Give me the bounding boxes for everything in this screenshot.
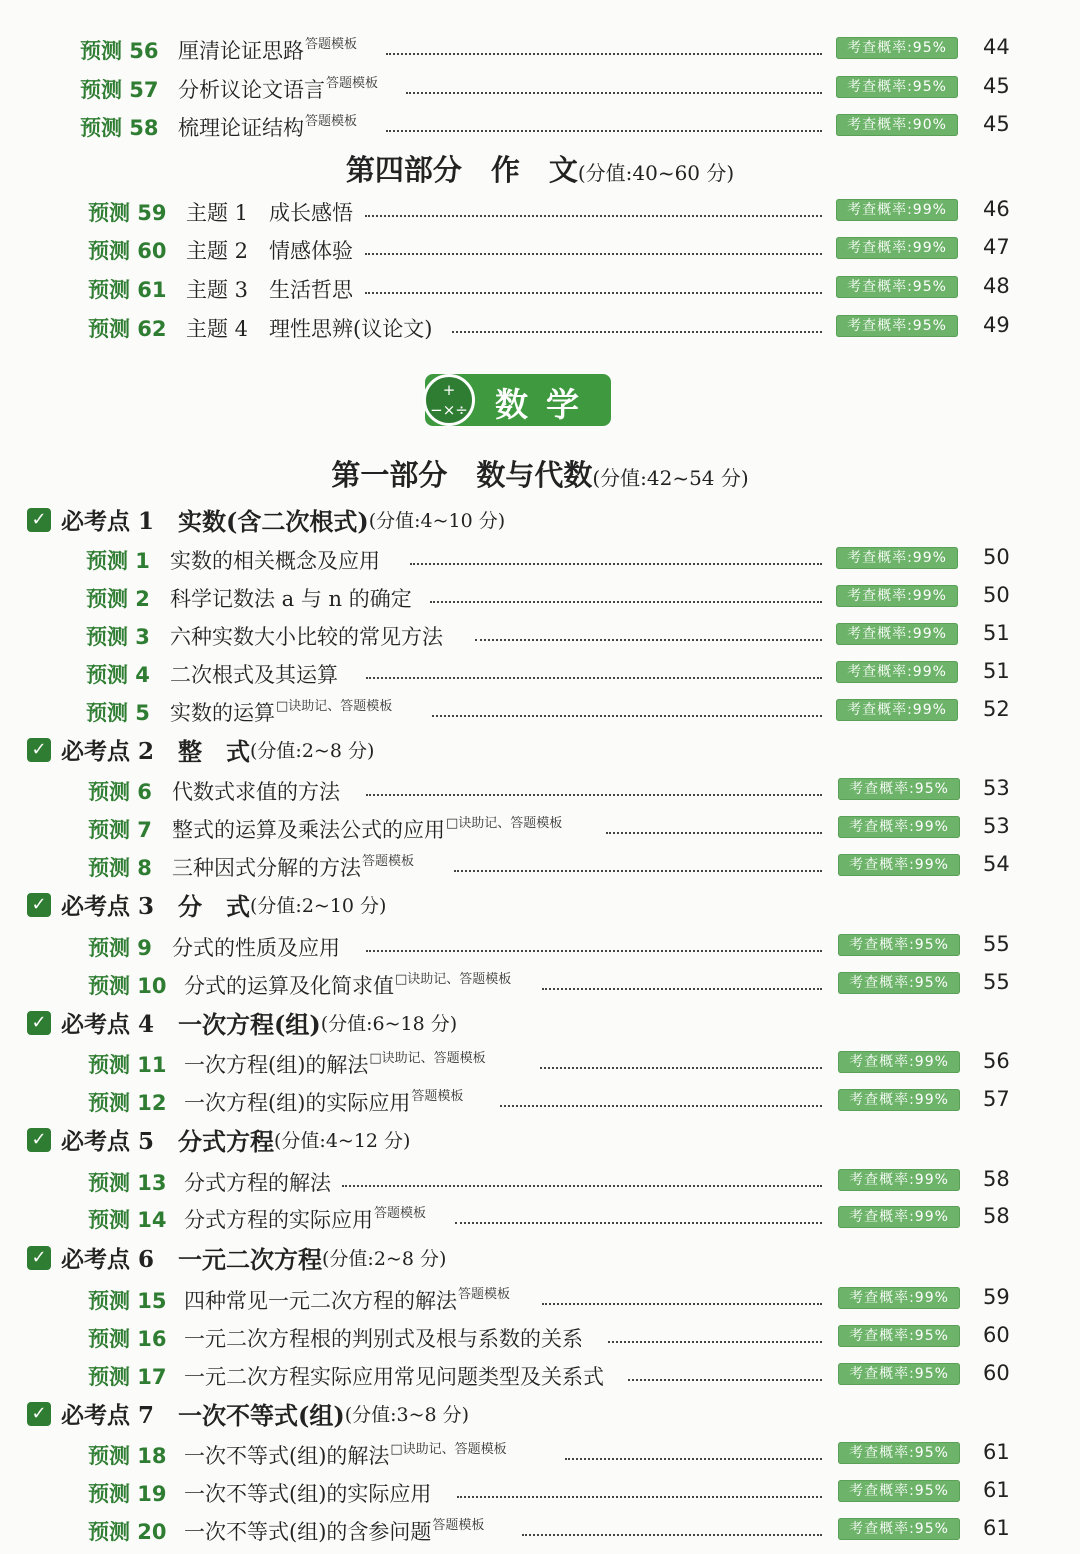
leader-dots <box>455 1208 822 1224</box>
page-number: 58 <box>983 1204 1010 1228</box>
prediction-code: 预测 17 <box>88 1365 167 1389</box>
leader-dots <box>457 1482 822 1498</box>
probability-badge: 考查概率:99% <box>836 547 958 569</box>
entry-title: 六种实数大小比较的常见方法 <box>170 625 443 649</box>
page-number: 57 <box>983 1087 1010 1111</box>
probability-badge: 考查概率:99% <box>836 585 958 607</box>
page-number: 55 <box>983 970 1010 994</box>
prediction-code: 预测 9 <box>88 936 152 960</box>
leader-dots <box>565 1444 822 1460</box>
probability-badge: 考查概率:99% <box>836 661 958 683</box>
probability-badge: 考查概率:95% <box>836 76 958 98</box>
subject-title: 数学 <box>495 385 597 424</box>
leader-dots <box>542 1289 822 1305</box>
prediction-code: 预测 57 <box>80 78 159 102</box>
checkbox-icon: ✓ <box>27 1011 51 1035</box>
checkbox-icon: ✓ <box>27 1128 51 1152</box>
entry-title: 主题 3 生活哲思 <box>186 278 354 302</box>
leader-dots <box>542 974 822 990</box>
prediction-code: 预测 12 <box>88 1091 167 1115</box>
template-tag: □诀助记、答题模板 <box>390 1442 507 1457</box>
probability-badge: 考查概率:95% <box>838 1442 960 1464</box>
toc-row[interactable] <box>0 108 1080 142</box>
leader-dots <box>608 1327 822 1343</box>
key-point-header: ✓ 必考点 6 一元二次方程(分值:2~8 分) <box>27 1240 446 1276</box>
toc-row[interactable] <box>0 810 1080 844</box>
leader-dots <box>540 1053 822 1069</box>
checkbox-icon: ✓ <box>27 508 51 532</box>
template-tag: 答题模板 <box>432 1518 485 1533</box>
leader-dots <box>522 1520 822 1536</box>
probability-badge: 考查概率:95% <box>838 972 960 994</box>
checkbox-icon: ✓ <box>27 1246 51 1270</box>
probability-badge: 考查概率:95% <box>836 276 958 298</box>
toc-row[interactable] <box>0 1281 1080 1315</box>
checkbox-icon: ✓ <box>27 893 51 917</box>
toc-row[interactable] <box>0 1083 1080 1117</box>
toc-row[interactable] <box>0 617 1080 651</box>
leader-dots <box>365 201 822 217</box>
leader-dots <box>500 1091 822 1107</box>
prediction-code: 预测 7 <box>88 818 152 842</box>
template-tag: 答题模板 <box>305 37 358 52</box>
prediction-code: 预测 3 <box>86 625 150 649</box>
prediction-code: 预测 8 <box>88 856 152 880</box>
entry-title: 分析议论文语言$^{答题模板}$ <box>178 76 379 102</box>
key-point-header: ✓ 必考点 5 分式方程(分值:4~12 分) <box>27 1122 410 1158</box>
leader-dots <box>410 549 822 565</box>
toc-row[interactable] <box>0 231 1080 265</box>
toc-row[interactable] <box>0 928 1080 962</box>
entry-title: 一次不等式(组)的解法$^{□诀助记、答题模板}$ <box>184 1442 507 1468</box>
probability-badge: 考查概率:95% <box>838 934 960 956</box>
prediction-code: 预测 6 <box>88 780 152 804</box>
probability-badge: 考查概率:95% <box>836 315 958 337</box>
page-number: 61 <box>983 1516 1010 1540</box>
prediction-code: 预测 2 <box>86 587 150 611</box>
page-number: 59 <box>983 1285 1010 1309</box>
entry-title: 一次方程(组)的实际应用$^{答题模板}$ <box>184 1089 464 1115</box>
probability-badge: 考查概率:95% <box>838 778 960 800</box>
key-point-header: ✓ 必考点 7 一次不等式(组)(分值:3~8 分) <box>27 1396 469 1432</box>
template-tag: 答题模板 <box>374 1206 427 1221</box>
toc-row[interactable] <box>0 70 1080 104</box>
prediction-code: 预测 62 <box>88 317 167 341</box>
template-tag: □诀助记、答题模板 <box>395 972 512 987</box>
page-number: 45 <box>983 112 1010 136</box>
page-number: 56 <box>983 1049 1010 1073</box>
prediction-code: 预测 10 <box>88 974 167 998</box>
checkbox-icon: ✓ <box>27 1402 51 1426</box>
page-number: 61 <box>983 1478 1010 1502</box>
leader-dots <box>386 116 822 132</box>
math-subject-banner <box>425 374 611 426</box>
key-point-header: ✓ 必考点 2 整 式(分值:2~8 分) <box>27 732 374 768</box>
page-number: 51 <box>983 659 1010 683</box>
toc-row[interactable] <box>0 31 1080 65</box>
page-number: 53 <box>983 814 1010 838</box>
toc-row[interactable] <box>0 193 1080 227</box>
key-point-header: ✓ 必考点 4 一次方程(组)(分值:6~18 分) <box>27 1005 457 1041</box>
probability-badge: 考查概率:99% <box>836 623 958 645</box>
toc-row[interactable] <box>0 1163 1080 1197</box>
prediction-code: 预测 16 <box>88 1327 167 1351</box>
leader-dots <box>475 625 822 641</box>
leader-dots <box>432 701 822 717</box>
leader-dots <box>606 818 822 834</box>
probability-badge: 考查概率:99% <box>836 199 958 221</box>
template-tag: □诀助记、答题模板 <box>446 816 563 831</box>
entry-title: 主题 1 成长感悟 <box>186 201 354 225</box>
prediction-code: 预测 4 <box>86 663 150 687</box>
leader-dots <box>430 587 822 603</box>
entry-title: 分式的性质及应用 <box>172 936 340 960</box>
prediction-code: 预测 13 <box>88 1171 167 1195</box>
toc-row[interactable] <box>0 1512 1080 1546</box>
template-tag: 答题模板 <box>458 1287 511 1302</box>
leader-dots <box>365 278 822 294</box>
key-point-header: ✓ 必考点 1 实数(含二次根式)(分值:4~10 分) <box>27 502 505 538</box>
probability-badge: 考查概率:99% <box>836 699 958 721</box>
toc-row[interactable] <box>0 772 1080 806</box>
template-tag: 答题模板 <box>326 76 379 91</box>
entry-title: 一元二次方程实际应用常见问题类型及关系式 <box>184 1365 604 1389</box>
part-heading: 第四部分 作 文(分值:40~60 分) <box>345 153 735 187</box>
page-number: 46 <box>983 197 1010 221</box>
toc-row[interactable] <box>0 1357 1080 1391</box>
entry-title: 梳理论证结构$^{答题模板}$ <box>178 114 358 140</box>
probability-badge: 考查概率:95% <box>838 1518 960 1540</box>
template-tag: 答题模板 <box>362 854 415 869</box>
probability-badge: 考查概率:90% <box>836 114 958 136</box>
probability-badge: 考查概率:99% <box>838 1169 960 1191</box>
toc-row[interactable] <box>0 309 1080 343</box>
entry-title: 主题 2 情感体验 <box>186 239 354 263</box>
prediction-code: 预测 15 <box>88 1289 167 1313</box>
leader-dots <box>452 317 822 333</box>
probability-badge: 考查概率:95% <box>838 1480 960 1502</box>
entry-title: 分式的运算及化简求值$^{□诀助记、答题模板}$ <box>184 972 512 998</box>
prediction-code: 预测 1 <box>86 549 150 573</box>
prediction-code: 预测 59 <box>88 201 167 225</box>
probability-badge: 考查概率:99% <box>838 1089 960 1111</box>
page-number: 48 <box>983 274 1010 298</box>
page-number: 60 <box>983 1361 1010 1385</box>
page-number: 53 <box>983 776 1010 800</box>
leader-dots <box>386 39 822 55</box>
prediction-code: 预测 61 <box>88 278 167 302</box>
leader-dots <box>406 78 822 94</box>
leader-dots <box>628 1365 822 1381</box>
leader-dots <box>342 1171 822 1187</box>
page-number: 61 <box>983 1440 1010 1464</box>
probability-badge: 考查概率:99% <box>838 1206 960 1228</box>
page-number: 60 <box>983 1323 1010 1347</box>
entry-title: 分式方程的实际应用$^{答题模板}$ <box>184 1206 427 1232</box>
toc-row[interactable] <box>0 1045 1080 1079</box>
probability-badge: 考查概率:99% <box>838 816 960 838</box>
page-number: 58 <box>983 1167 1010 1191</box>
entry-title: 三种因式分解的方法$^{答题模板}$ <box>172 854 415 880</box>
leader-dots <box>454 856 822 872</box>
toc-row[interactable] <box>0 966 1080 1000</box>
checkbox-icon: ✓ <box>27 738 51 762</box>
probability-badge: 考查概率:99% <box>836 237 958 259</box>
leader-dots <box>366 663 822 679</box>
toc-row[interactable] <box>0 270 1080 304</box>
entry-title: 实数的相关概念及应用 <box>170 549 380 573</box>
key-point-header: ✓ 必考点 3 分 式(分值:2~10 分) <box>27 887 386 923</box>
toc-row[interactable] <box>0 1319 1080 1353</box>
toc-row[interactable] <box>0 579 1080 613</box>
prediction-code: 预测 5 <box>86 701 150 725</box>
page-number: 55 <box>983 932 1010 956</box>
entry-title: 一次方程(组)的解法$^{□诀助记、答题模板}$ <box>184 1051 486 1077</box>
prediction-code: 预测 20 <box>88 1520 167 1544</box>
toc-row[interactable] <box>0 1436 1080 1470</box>
toc-row[interactable] <box>0 1474 1080 1508</box>
prediction-code: 预测 11 <box>88 1053 167 1077</box>
prediction-code: 预测 19 <box>88 1482 167 1506</box>
leader-dots <box>366 780 822 796</box>
entry-title: 主题 4 理性思辨(议论文) <box>186 317 433 341</box>
template-tag: 答题模板 <box>305 114 358 129</box>
entry-title: 四种常见一元二次方程的解法$^{答题模板}$ <box>184 1287 511 1313</box>
toc-row[interactable] <box>0 693 1080 727</box>
template-tag: □诀助记、答题模板 <box>369 1051 486 1066</box>
page-number: 49 <box>983 313 1010 337</box>
entry-title: 厘清论证思路$^{答题模板}$ <box>178 37 358 63</box>
leader-dots <box>365 239 822 255</box>
probability-badge: 考查概率:95% <box>838 1363 960 1385</box>
toc-row[interactable] <box>0 655 1080 689</box>
leader-dots <box>366 936 822 952</box>
probability-badge: 考查概率:99% <box>838 1051 960 1073</box>
part-heading: 第一部分 数与代数(分值:42~54 分) <box>331 458 749 492</box>
page-number: 44 <box>983 35 1010 59</box>
probability-badge: 考查概率:95% <box>838 1325 960 1347</box>
entry-title: 一次不等式(组)的含参问题$^{答题模板}$ <box>184 1518 485 1544</box>
prediction-code: 预测 14 <box>88 1208 167 1232</box>
entry-title: 实数的运算$^{□诀助记、答题模板}$ <box>170 699 393 725</box>
entry-title: 整式的运算及乘法公式的应用$^{□诀助记、答题模板}$ <box>172 816 563 842</box>
entry-title: 一次不等式(组)的实际应用 <box>184 1482 432 1506</box>
prediction-code: 预测 18 <box>88 1444 167 1468</box>
page-number: 50 <box>983 583 1010 607</box>
toc-row[interactable] <box>0 541 1080 575</box>
page-number: 45 <box>983 74 1010 98</box>
prediction-code: 预测 58 <box>80 116 159 140</box>
arithmetic-operators-icon: +−×÷ <box>423 374 475 426</box>
page-number: 51 <box>983 621 1010 645</box>
page-number: 47 <box>983 235 1010 259</box>
prediction-code: 预测 56 <box>80 39 159 63</box>
toc-row[interactable] <box>0 1200 1080 1234</box>
page-number: 52 <box>983 697 1010 721</box>
entry-title: 科学记数法 a 与 n 的确定 <box>170 587 412 611</box>
probability-badge: 考查概率:95% <box>836 37 958 59</box>
entry-title: 代数式求值的方法 <box>172 780 340 804</box>
template-tag: □诀助记、答题模板 <box>276 699 393 714</box>
page-number: 50 <box>983 545 1010 569</box>
entry-title: 分式方程的解法 <box>184 1171 331 1195</box>
entry-title: 二次根式及其运算 <box>170 663 338 687</box>
entry-title: 一元二次方程根的判别式及根与系数的关系 <box>184 1327 583 1351</box>
toc-row[interactable] <box>0 848 1080 882</box>
prediction-code: 预测 60 <box>88 239 167 263</box>
probability-badge: 考查概率:99% <box>838 854 960 876</box>
probability-badge: 考查概率:99% <box>838 1287 960 1309</box>
page-number: 54 <box>983 852 1010 876</box>
template-tag: 答题模板 <box>411 1089 464 1104</box>
